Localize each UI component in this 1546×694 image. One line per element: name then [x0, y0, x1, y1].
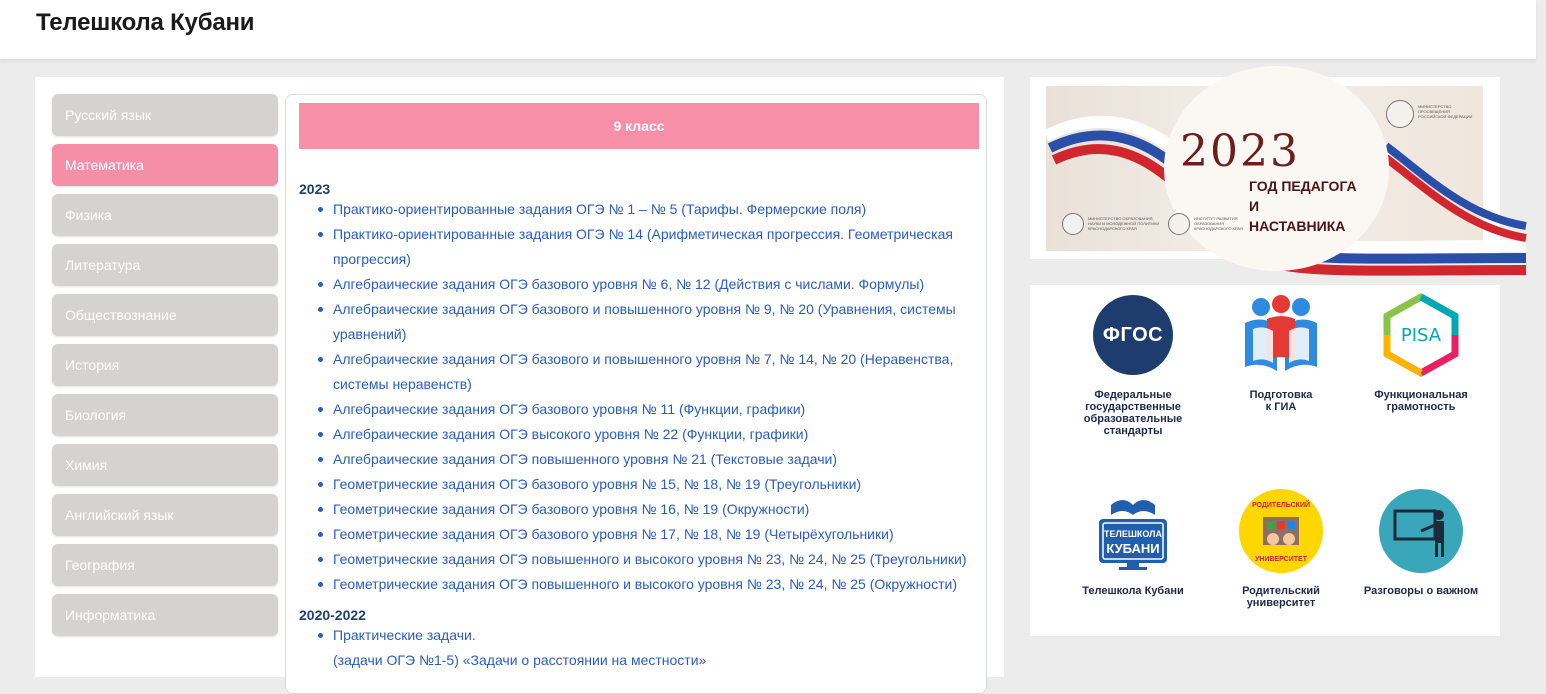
list-item[interactable] [299, 397, 979, 422]
subject-item[interactable]: Физика [52, 194, 278, 236]
subject-item[interactable]: Английский язык [52, 494, 278, 536]
lesson-link[interactable]: Практические задачи. [333, 627, 476, 643]
lesson-link[interactable]: прогрессия) [333, 251, 411, 267]
lesson-link[interactable]: Алгебраические задания ОГЭ базового уровня № 6, № 12 (Действия с числами. Формулы) [333, 276, 925, 292]
tile-label: Телешкола Кубани [1082, 585, 1184, 597]
lesson-link[interactable]: Алгебраические задания ОГЭ повышенного уровня № 21 (Текстовые задачи) [333, 451, 838, 467]
lesson-link[interactable]: Геометрические задания ОГЭ базового уровня № 17, № 18, № 19 (Четырёхугольники) [333, 526, 894, 542]
site-title[interactable]: Телешкола Кубани [36, 9, 255, 36]
link-list [299, 623, 979, 673]
institute-emblem-icon [1168, 213, 1190, 235]
banner-year: 2023 [1180, 126, 1300, 177]
ministry-emblem-icon [1386, 100, 1414, 128]
teleschool-tv-icon [1089, 487, 1177, 575]
list-item[interactable] [299, 497, 979, 522]
banner-line-2: И НАСТАВНИКА [1249, 198, 1346, 234]
resources-panel [1030, 285, 1500, 636]
list-item[interactable] [299, 197, 979, 222]
lesson-link[interactable]: уравнений) [333, 326, 407, 342]
link-list [299, 197, 979, 597]
lesson-link[interactable]: Алгебраические задания ОГЭ базового и повышенного уровня № 9, № 20 (Уравнения, системы [333, 301, 956, 317]
list-item[interactable] [299, 222, 979, 272]
list-item[interactable] [299, 347, 979, 397]
tile-gia[interactable] [1206, 291, 1356, 413]
lesson-link[interactable]: Алгебраические задания ОГЭ базового уровня № 11 (Функции, графики) [333, 401, 806, 417]
lesson-link[interactable]: Геометрические задания ОГЭ базового уровня № 16, № 19 (Окружности) [333, 501, 810, 517]
year-of-teacher-banner[interactable] [1046, 86, 1483, 251]
subject-item[interactable]: Информатика [52, 594, 278, 636]
svg-text:УНИВЕРСИТЕТ: УНИВЕРСИТЕТ [1255, 556, 1307, 563]
parents-university-icon [1237, 487, 1325, 575]
subject-menu [52, 94, 278, 644]
main-panel [35, 77, 1004, 677]
lesson-link[interactable]: Геометрические задания ОГЭ повышенного и высокого уровня № 23, № 24, № 25 (Треугольники) [333, 551, 967, 567]
list-item[interactable] [299, 472, 979, 497]
lesson-link[interactable]: (задачи ОГЭ №1-5) «Задачи о расстоянии на местности» [333, 652, 707, 668]
section-year: 2020-2022 [299, 607, 366, 623]
ministry-name: МИНИСТЕРСТВО ПРОСВЕЩЕНИЯ РОССИЙСКОЙ ФЕДЕРАЦИИ [1418, 104, 1473, 119]
regional-ministry-name: МИНИСТЕРСТВО ОБРАЗОВАНИЯ, НАУКИ И МОЛОДЕЖНОЙ ПОЛИТИКИ КРАСНОДАРСКОГО КРАЯ [1088, 216, 1160, 231]
lesson-link[interactable]: Алгебраические задания ОГЭ высокого уровня № 22 (Функции, графики) [333, 426, 809, 442]
gia-people-icon [1237, 291, 1325, 379]
content-panel [285, 94, 987, 694]
subject-item[interactable]: Обществознание [52, 294, 278, 336]
subject-item[interactable]: Математика [52, 144, 278, 186]
banner-caption [1249, 176, 1359, 236]
lesson-link[interactable]: Геометрические задания ОГЭ базового уровня № 15, № 18, № 19 (Треугольники) [333, 476, 862, 492]
tile-fgos[interactable] [1058, 291, 1208, 437]
institute-name: ИНСТИТУТ РАЗВИТИЯ ОБРАЗОВАНИЯ КРАСНОДАРСКОГО КРАЯ [1194, 216, 1243, 231]
subject-item[interactable]: Русский язык [52, 94, 278, 136]
list-item[interactable] [299, 547, 979, 572]
tile-pisa[interactable] [1346, 291, 1496, 413]
list-item[interactable] [299, 623, 979, 673]
svg-text:РОДИТЕЛЬСКИЙ: РОДИТЕЛЬСКИЙ [1251, 502, 1311, 509]
subject-item[interactable]: География [52, 544, 278, 586]
subject-item[interactable]: Биология [52, 394, 278, 436]
svg-text:ТЕЛЕШКОЛА: ТЕЛЕШКОЛА [1104, 529, 1162, 539]
lesson-link[interactable]: Геометрические задания ОГЭ повышенного и высокого уровня № 23, № 24, № 25 (Окружности) [333, 576, 957, 592]
section-2023 [299, 181, 979, 597]
site-header [0, 0, 1536, 60]
tile-label: Разговоры о важном [1363, 585, 1479, 597]
tile-important-talks[interactable] [1346, 487, 1496, 597]
tile-label: Федеральные государственные образовательные стандарты [1083, 389, 1183, 437]
list-item[interactable] [299, 447, 979, 472]
subject-item[interactable]: История [52, 344, 278, 386]
grade-header[interactable]: 9 класс [299, 103, 979, 149]
fgos-logo-text: ФГОС [1093, 295, 1173, 375]
regional-ministry-emblem-icon [1062, 213, 1084, 235]
list-item[interactable] [299, 272, 979, 297]
tile-label: Подготовка к ГИА [1249, 389, 1313, 413]
svg-text:PISA: PISA [1400, 325, 1442, 346]
tile-label: Функциональная грамотность [1374, 389, 1468, 413]
banner-panel [1030, 77, 1500, 259]
list-item[interactable] [299, 422, 979, 447]
tile-label: Родительский университет [1242, 585, 1320, 609]
tile-teleschool[interactable] [1058, 487, 1208, 597]
pisa-hexagon-icon [1377, 291, 1465, 379]
list-item[interactable] [299, 522, 979, 547]
fgos-logo-icon [1089, 291, 1177, 379]
tile-parents-university[interactable] [1206, 487, 1356, 609]
lesson-link[interactable]: системы неравенств) [333, 376, 472, 392]
teacher-board-icon [1377, 487, 1465, 575]
section-2020-2022 [299, 607, 979, 673]
banner-line-1: ГОД ПЕДАГОГА [1249, 178, 1357, 194]
section-year: 2023 [299, 181, 331, 197]
list-item[interactable] [299, 572, 979, 597]
subject-item[interactable]: Химия [52, 444, 278, 486]
subject-item[interactable]: Литература [52, 244, 278, 286]
lesson-link[interactable]: Практико-ориентированные задания ОГЭ № 1 – № 5 (Тарифы. Фермерские поля) [333, 201, 867, 217]
svg-text:КУБАНИ: КУБАНИ [1106, 541, 1160, 556]
lesson-link[interactable]: Практико-ориентированные задания ОГЭ № 14 (Арифметическая прогрессия. Геометрическая [333, 226, 953, 242]
lesson-link[interactable]: Алгебраические задания ОГЭ базового и повышенного уровня № 7, № 14, № 20 (Неравенства, [333, 351, 954, 367]
list-item[interactable] [299, 297, 979, 347]
